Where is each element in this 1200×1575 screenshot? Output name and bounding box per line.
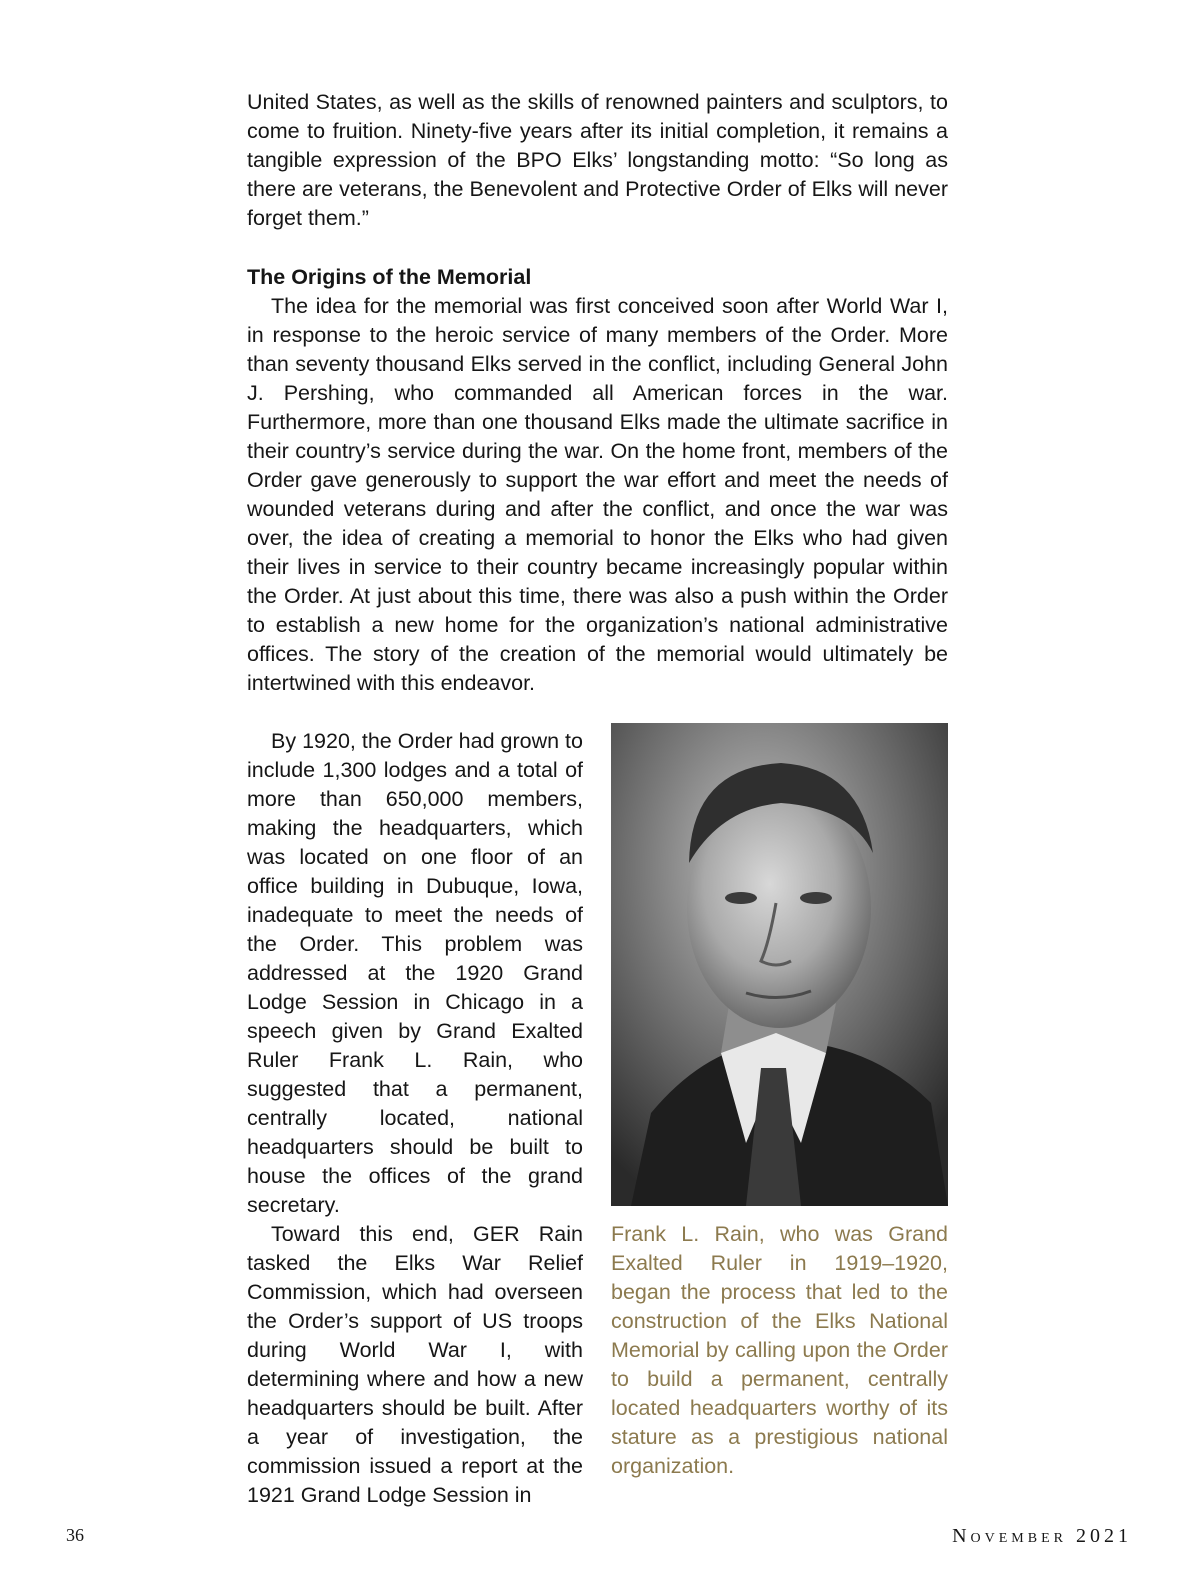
issue-label: November 2021	[952, 1525, 1132, 1547]
photo-caption: Frank L. Rain, who was Grand Exalted Ruler in 1919–1920, began the process that led to the construction of the Elks National Memorial by calling upon the Order to build a permanent, centrally located headquarters worthy of its stature as a prestigious national organization.	[611, 1222, 948, 1478]
origins-paragraph: The idea for the memorial was first conceived soon after World War I, in response to the heroic service of many members of the Order. More than seventy thousand Elks served in the conflict, including General John J. Pershing, who commanded all American forces in the war. Furthermore, more than one thousand Elks made the ultimate sacrifice in their country’s service during the war. On the home front, members of the Order gave generously to support the war effort and meet the needs of wounded veterans during and after the conflict, and once the war was over, the idea of creating a memorial to honor the Elks who had given their lives in service to their country became increasingly popular within the Order. At just about this time, there was also a push within the Order to establish a new home for the organization’s national administrative offices. The story of the creation of the memorial would ultimately be intertwined with this endeavor.	[247, 294, 948, 695]
portrait-photo	[611, 723, 948, 1206]
page-number: 36	[66, 1525, 84, 1545]
portrait-illustration	[611, 723, 948, 1206]
section-heading: The Origins of the Memorial	[247, 265, 532, 289]
left-column	[247, 727, 583, 1510]
commission-paragraph: Toward this end, GER Rain tasked the Elks War Relief Commission, which had overseen the Order’s support of US troops during World War I, with determining where and how a new headquarters should be built. After a year of investigation, the commission issued a report at the 1921 Grand Lodge Session in	[247, 1222, 583, 1507]
headquarters-paragraph: By 1920, the Order had grown to include 1,300 lodges and a total of more than 650,000 members, making the headquarters, which was located on one floor of an office building in Dubuque, Iowa, inadequate to meet the needs of the Order. This problem was addressed at the 1920 Grand Lodge Session in Chicago in a speech given by Grand Exalted Ruler Frank L. Rain, who suggested that a permanent, centrally located, national headquarters should be built to house the offices of the grand secretary.	[247, 729, 583, 1217]
intro-paragraph: United States, as well as the skills of renowned painters and sculptors, to come to fruition. Ninety-five years after its initial completion, it remains a tangible expression of the BPO Elks’ longstanding motto: “So long as there are veterans, the Benevolent and Protective Order of Elks will never forget them.”	[247, 90, 948, 230]
